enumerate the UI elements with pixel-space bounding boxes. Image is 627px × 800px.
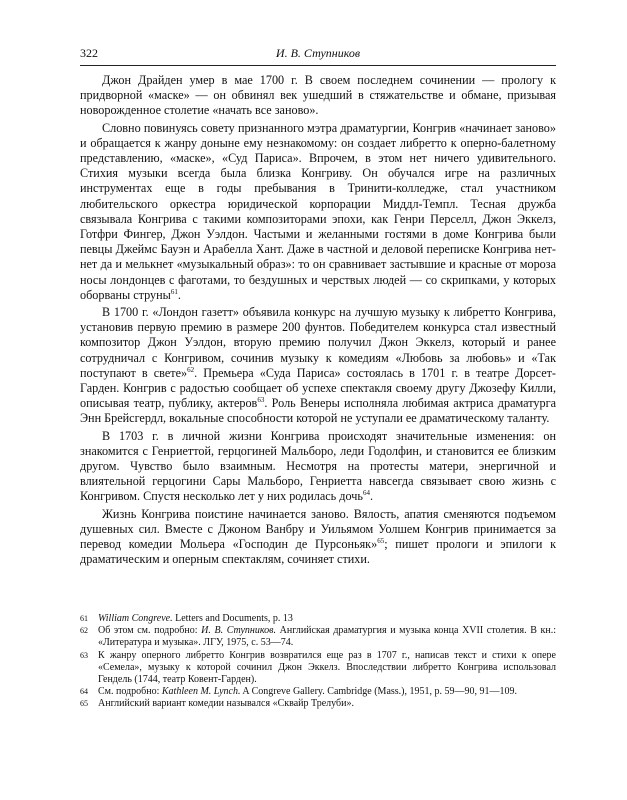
footnotes [80, 613, 556, 711]
footnote-mark: 61 [80, 614, 88, 623]
paragraph-text-tail: . Роль Венеры исполняла любимая актриса драматурга Энн Брейсгердл, вокальные способности которой не уступали ее драматическому таланту. [80, 396, 556, 426]
footnote-text: Английский вариант комедии назывался «Сквайр Трелуби». [98, 698, 354, 710]
main-text [80, 73, 556, 568]
footnote-62 [80, 625, 556, 649]
paragraph-music [80, 121, 556, 303]
paragraph-dryden [80, 73, 556, 119]
footnote-65 [80, 698, 556, 710]
header-rule [80, 65, 556, 66]
footnote-text: Английская драматургия и музыка конца XVII столетия. В кн.: «Литература и музыка». ЛГУ, 1975, с. 53—74. [98, 625, 556, 649]
footnote-mark: 64 [80, 687, 88, 697]
footnote-author: William Congreve. [98, 613, 173, 624]
page-header [80, 46, 556, 64]
paragraph-text-tail: . [369, 489, 373, 504]
footnote-text: A Congreve Gallery. Cambridge (Mass.), 1951, p. 59—90, 91—109. [240, 686, 517, 698]
footnote-63 [80, 650, 556, 687]
footnote-mark: 65 [80, 699, 88, 709]
footnote-mark: 62 [80, 626, 88, 636]
footnote-prefix: См. подробно: [98, 686, 162, 698]
footnote-ref[interactable]: 63 [257, 396, 265, 405]
footnote-61 [80, 613, 556, 625]
paragraph-text: В 1703 г. в личной жизни Конгрива происходят значительные изменения: он знакомится с Генриеттой, герцогиней Мальборо, леди Годолфин, и становится ее близким другом. Чувство было взаимным. Несмотря на протесты матери, энергичной и влиятельной герцогини Сары Мальборо, Генриетта навсегда связывает свою жизнь с Конгривом. Спустя несколько лет у них родилась дочь [80, 428, 556, 504]
footnote-ref[interactable]: 64 [362, 489, 370, 498]
paragraph-text: Жизнь Конгрива поистине начинается заново. Вялость, апатия сменяются подъемом душевных сил. Вместе с Джоном Ванбру и Уильямом Уолшем Конгрив принимается за перевод комедии Мольера «Господин де Пурсоньяк» [80, 506, 556, 552]
paragraph-contest [80, 305, 556, 427]
paragraph-anew [80, 507, 556, 568]
footnote-author: И. В. Ступников. [201, 625, 277, 637]
paragraph-text: Джон Драйден умер в мае 1700 г. В своем последнем сочинении — прологу к придворной «маске» — он обвинял век ушедший в стяжательстве и обмане, призывая новорожденное столетие «начать все заново». [80, 73, 556, 118]
footnote-ref[interactable]: 61 [170, 287, 178, 296]
running-title: И. В. Ступников [275, 46, 361, 60]
footnote-64 [80, 686, 556, 698]
footnote-text: Letters and Documents, p. 13 [172, 613, 293, 624]
page-number: 322 [80, 46, 98, 60]
footnote-prefix: Об этом см. подробно: [98, 625, 202, 637]
paragraph-text: В 1700 г. «Лондон газетт» объявила конкурс на лучшую музыку к либретто Конгрива, установив первую премию в размере 200 фунтов. Победителем конкурса стал известный композитор Джон Уэлдон, вторую премию получил Джон Эккелз, который и ранее сотрудничал с Конгривом, сочинив музыку к комедиям «Любовь за любовь» и «Так поступают в свете» [80, 305, 556, 380]
paragraph-henrietta [80, 429, 556, 505]
paragraph-text: Словно повинуясь совету признанного мэтра драматургии, Конгрив «начинает заново» и обращается к жанру доныне ему незнакомому: он создает либретто к оперно-балетному представлению, «маске», «Суд Париса». Впрочем, в этом нет ничего удивительного. Стихия музыки всегда была близка Конгриву. Он обучался игре на различных инструментах еще в годы пребывания в Тринити-колледже, стал участником любительского оркестра юридической корпорации Миддл-Темпл. Тесная дружба связывала Конгрива с такими композиторами эпохи, как Генри Перселл, Джон Эккелз, Готфри Фингер, Джон Уэлдон. Частыми и желанными гостями в доме Конгрива были певцы Джеймс Бауэн и Арабелла Хант. Даже в частной и деловой переписке Конгрива нет-нет да и мелькнет «музыкальный образ»: то он сравнивает застывшие и красные от мороза носы лондонцев с фаготами, то бездушных и черствых людей — со скрипками, у которых оборваны струны [80, 120, 556, 302]
paragraph-text-tail: ; пишет прологи и эпилоги к драматическим и оперным спектаклям, сочиняет стихи. [80, 537, 556, 567]
footnote-ref[interactable]: 65 [377, 537, 385, 546]
footnote-mark: 63 [80, 650, 88, 660]
footnote-author: Kathleen M. Lynch. [161, 686, 241, 698]
footnote-text: К жанру оперного либретто Конгрив возвратился еще раз в 1707 г., написав текст и стихи к опере «Семела», музыку к которой сочинил Джон Эккелз. Впоследствии либретто Конгрива использовал Гендель (1744, театр Ковент-Гарден). [98, 649, 556, 686]
footnote-ref[interactable]: 62 [187, 365, 195, 374]
paragraph-text-middle: . Премьера «Суда Париса» состоялась в 1701 г. в театре Дорсет-Гарден. Конгрив с радостью сообщает об успехе спектакля своему другу Джозефу Килли, описывая театр, публику, актеров [80, 365, 556, 411]
paragraph-text-tail: . [177, 287, 181, 302]
